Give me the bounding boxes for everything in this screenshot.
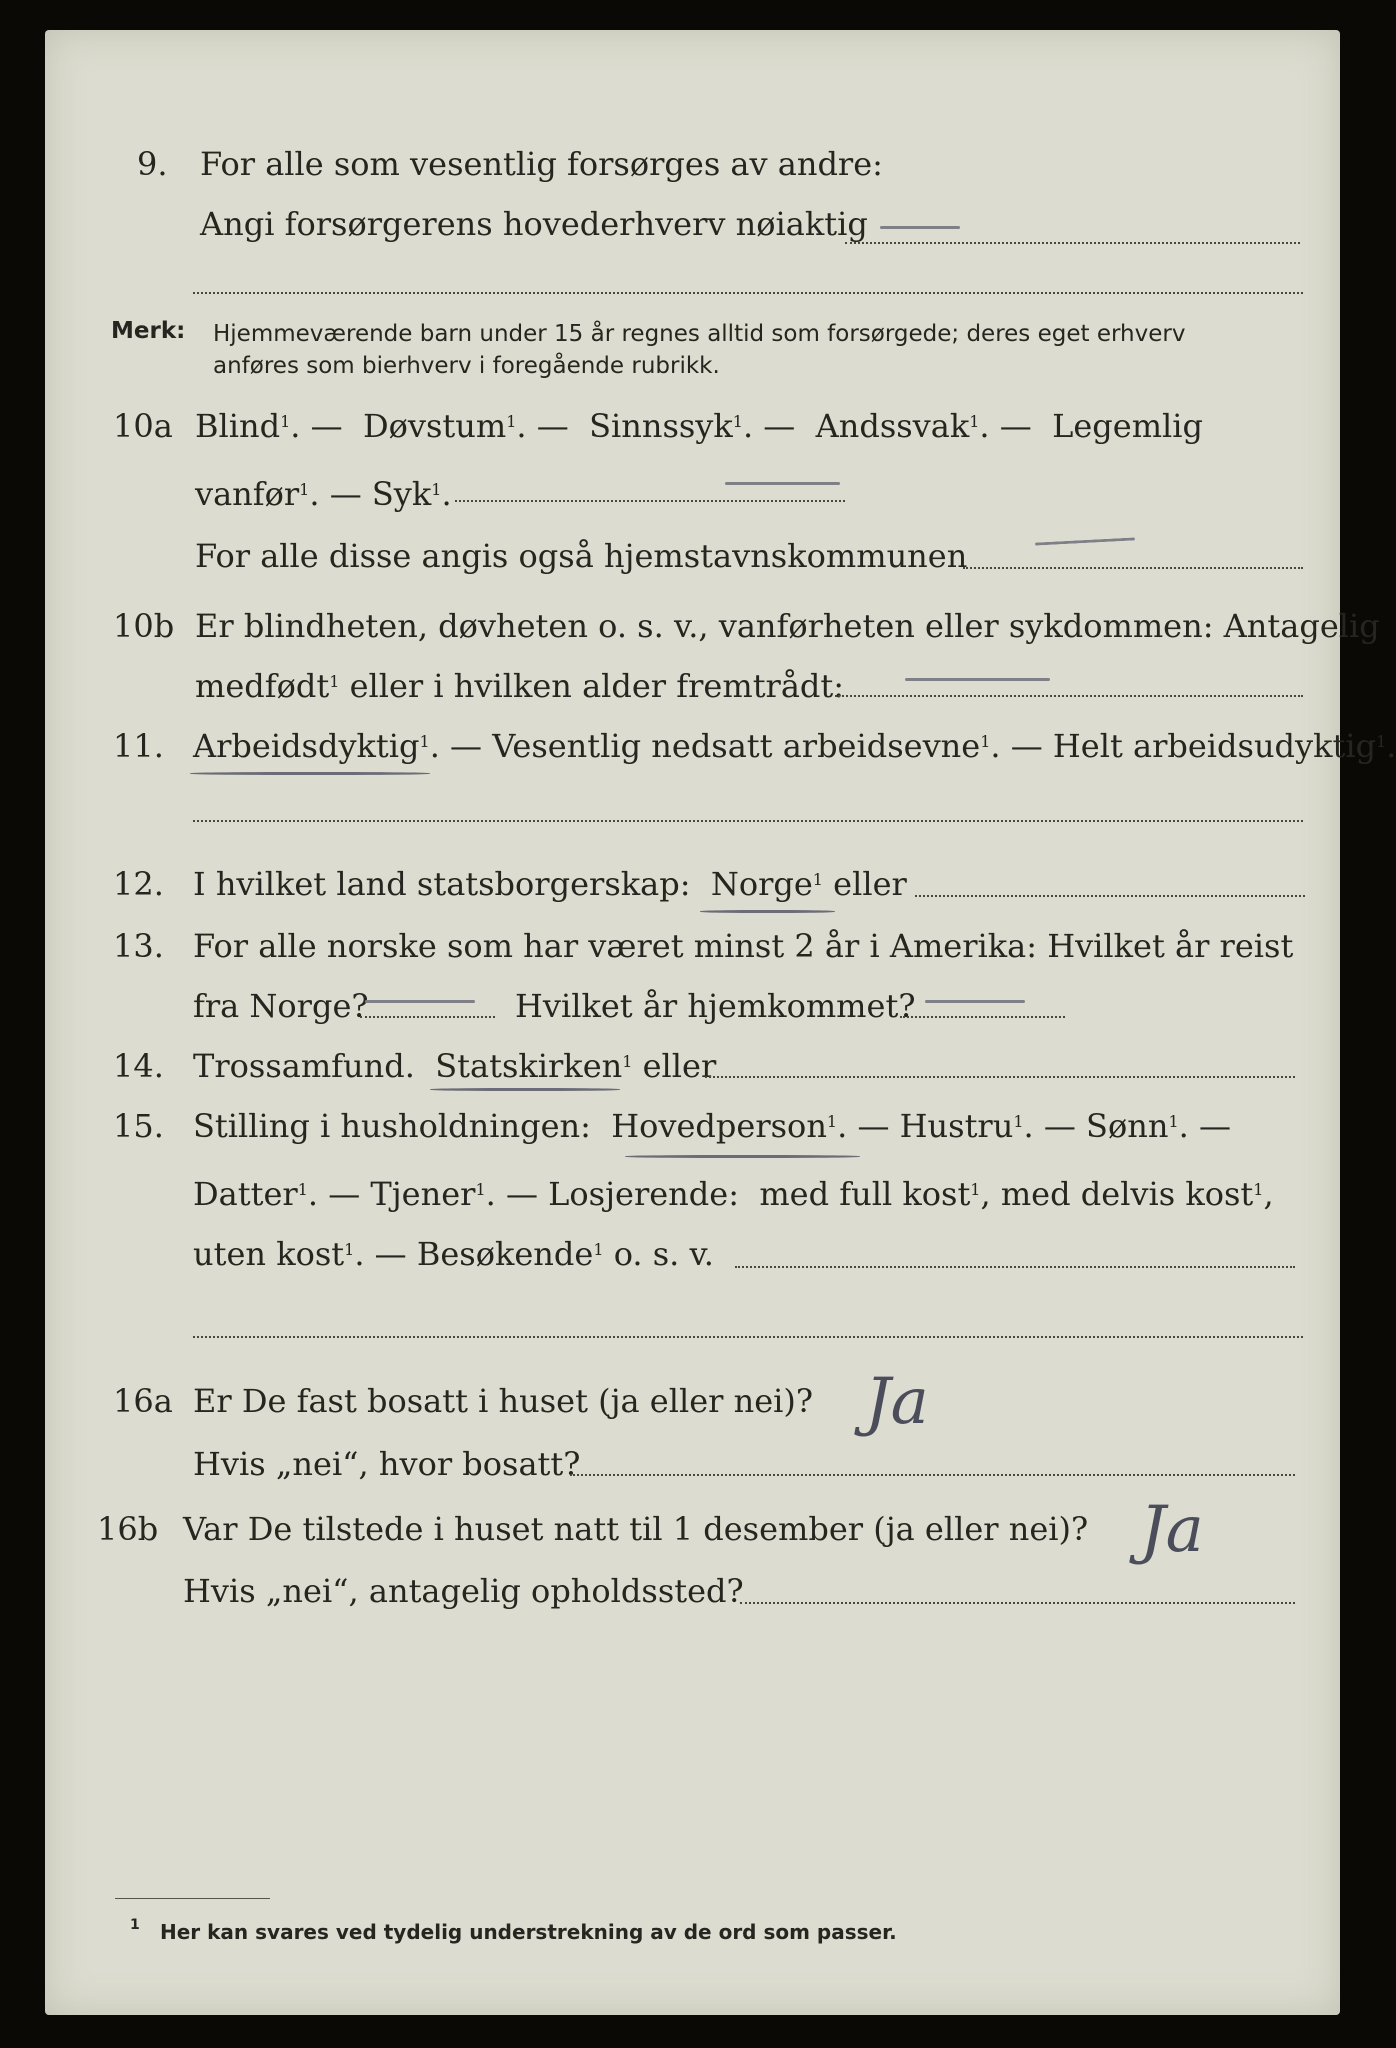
q10a-number: 10a — [113, 407, 173, 445]
q12-underline-answer — [700, 910, 835, 913]
q9-line1: For alle som vesentlig forsørges av andre: — [200, 145, 883, 183]
q14-answer-line — [705, 1076, 1295, 1078]
q13-number: 13. — [113, 927, 164, 965]
q11-line: Arbeidsdyktig$^1$. — Vesentlig nedsatt arbeidsevne$^1$. — Helt arbeidsudyktig$^1$. — [193, 727, 1396, 765]
q10a-line2: vanfør$^1$. — Syk$^1$. — [195, 475, 452, 513]
census-form-page — [45, 30, 1396, 2015]
q13-reist-dash — [365, 1000, 475, 1003]
q10a-answer-line — [455, 500, 845, 502]
q10a-line3: For alle disse angis også hjemstavnskommunen — [195, 537, 968, 575]
footnote-text: Her kan svares ved tydelig understrekning av de ord som passer. — [160, 1920, 897, 1944]
q16a-line1: Er De fast bosatt i huset (ja eller nei)? — [193, 1382, 814, 1420]
q9-dash-mark — [880, 226, 960, 229]
q16b-line2: Hvis „nei“, antagelig opholdssted? — [183, 1572, 744, 1610]
q13-hjemkommet-line — [900, 1016, 1065, 1018]
q16a-answer-line — [570, 1474, 1295, 1476]
merk-text-2: anføres som bierhverv i foregående rubrikk. — [213, 353, 720, 379]
q10b-line1: Er blindheten, døvheten o. s. v., vanførheten eller sykdommen: Antagelig — [195, 607, 1380, 645]
q16b-line1: Var De tilstede i huset natt til 1 desember (ja eller nei)? — [183, 1510, 1089, 1548]
q13-reist-line — [360, 1016, 495, 1018]
q12-line: I hvilket land statsborgerskap: Norge$^1$ eller — [193, 865, 907, 903]
q16a-line2: Hvis „nei“, hvor bosatt? — [193, 1445, 581, 1483]
q15-number: 15. — [113, 1107, 164, 1145]
q15-answer-line-2 — [193, 1336, 1303, 1338]
q15-line2: Datter$^1$. — Tjener$^1$. — Losjerende: med full kost$^1$, med delvis kost$^1$, — [193, 1175, 1274, 1213]
q10b-answer-line — [835, 695, 1303, 697]
q10b-number: 10b — [113, 607, 175, 645]
q13-hjemkommet-dash — [925, 1000, 1025, 1003]
q16a-number: 16a — [113, 1382, 173, 1420]
q9-number: 9. — [137, 145, 168, 183]
q13-line2b: Hvilket år hjemkommet? — [515, 987, 916, 1025]
q16a-handwritten-answer: Ja — [865, 1365, 929, 1439]
q10a-kommune-line — [963, 567, 1303, 569]
footnote-mark: 1 — [130, 1917, 140, 1933]
q13-line2a: fra Norge? — [193, 987, 369, 1025]
q10b-line2: medfødt$^1$ eller i hvilken alder fremtrådt: — [195, 667, 845, 705]
q10a-kommune-dash — [1035, 537, 1135, 545]
q15-answer-line — [735, 1266, 1295, 1268]
q14-number: 14. — [113, 1047, 164, 1085]
q15-line1: Stilling i husholdningen: Hovedperson$^1$. — Hustru$^1$. — Sønn$^1$. — — [193, 1107, 1231, 1145]
q15-line3: uten kost$^1$. — Besøkende$^1$ o. s. v. — [193, 1235, 714, 1273]
q14-line: Trossamfund. Statskirken$^1$ eller — [193, 1047, 717, 1085]
q9-answer-line — [845, 242, 1300, 244]
q16b-answer-line — [740, 1602, 1295, 1604]
q12-number: 12. — [113, 865, 164, 903]
q16b-number: 16b — [97, 1510, 159, 1548]
q14-underline-answer — [430, 1088, 620, 1091]
q10a-line1: Blind$^1$. — Døvstum$^1$. — Sinnssyk$^1$. — Andssvak$^1$. — Legemlig — [195, 407, 1203, 445]
q10a-dash-mark — [725, 482, 840, 485]
q11-underline-answer — [190, 772, 430, 775]
q16b-handwritten-answer: Ja — [1140, 1493, 1204, 1567]
footnote-rule — [115, 1898, 270, 1899]
q9-line2: Angi forsørgerens hovederhverv nøiaktig — [200, 205, 868, 243]
q13-line1: For alle norske som har været minst 2 år i Amerika: Hvilket år reist — [193, 927, 1294, 965]
q12-answer-line — [915, 895, 1305, 897]
merk-label: Merk: — [111, 318, 186, 344]
q11-number: 11. — [113, 727, 164, 765]
q11-answer-line — [193, 820, 1303, 822]
merk-text-1: Hjemmeværende barn under 15 år regnes alltid som forsørgede; deres eget erhverv — [213, 321, 1186, 347]
q10b-dash-mark — [905, 678, 1050, 681]
q9-answer-line-2 — [193, 292, 1303, 294]
q15-underline-answer — [625, 1155, 860, 1158]
